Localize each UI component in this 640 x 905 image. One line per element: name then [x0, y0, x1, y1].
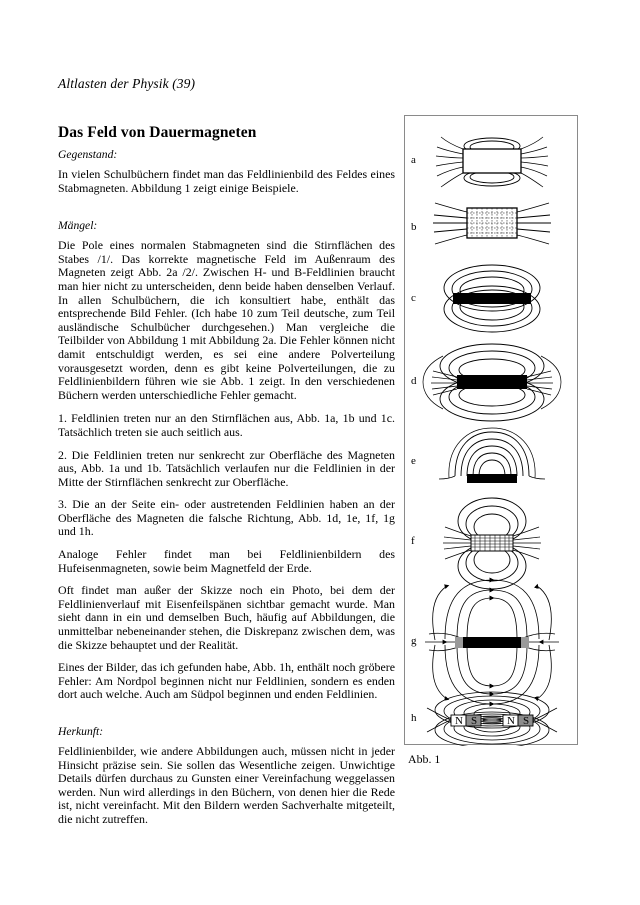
paragraph: Eines der Bilder, das ich gefunden habe, Abb. 1h, enthält noch gröbere Fehler: Am Nordpol beginnen nicht nur Feldlinien, sondern es enden dort auch welche. Auch am Südpol beginnen und enden Feldlinien. — [58, 660, 395, 702]
panel-label-e: e — [411, 455, 416, 467]
magnet-left-h — [451, 715, 481, 727]
section-heading-maengel: Mängel: — [58, 219, 98, 233]
panel-label-a: a — [411, 154, 416, 166]
panel-label-h: h — [411, 712, 417, 724]
page-title: Das Feld von Dauermagneten — [58, 124, 257, 142]
magnet-right-h — [503, 715, 533, 727]
paragraph: Analoge Fehler findet man bei Feldlinienbildern des Hufeisenmagneten, sowie beim Magnetfeld der Erde. — [58, 547, 395, 575]
pole-label-south: S — [471, 715, 478, 727]
panel-label-c: c — [411, 292, 416, 304]
text-column — [58, 148, 395, 837]
figure-panel-a — [411, 137, 548, 187]
figure-panel-f — [411, 498, 541, 589]
pole-label-south: S — [523, 715, 530, 727]
magnet-body-a — [463, 149, 521, 173]
figure-panel-h — [411, 692, 557, 746]
pole-label-north: N — [507, 715, 515, 727]
figure-panel-e — [411, 428, 545, 483]
magnet-body-e — [467, 474, 517, 483]
paragraph: Feldlinienbilder, wie andere Abbildungen auch, müssen nicht in jeder Hinsicht präzise sein. Sie sollen das Wesentliche zeigen. Unwichtige Details dürfen durchaus zu Gunsten einer Vereinfachung weggelassen werden. Nun wird allerdings in den Büchern, von denen hier die Rede ist, nicht vereinfacht. Mit den Bildern werden Sachverhalte mitgeteilt, die nicht zutreffen. — [58, 744, 395, 826]
magnet-body-g — [463, 637, 521, 648]
panel-label-d: d — [411, 375, 417, 387]
magnet-body-c — [453, 293, 531, 304]
figure-panel-d — [411, 344, 561, 421]
magnet-body-d — [457, 375, 527, 389]
figure-panel-g — [411, 580, 559, 704]
figure-panel — [404, 115, 578, 745]
panel-label-b: b — [411, 221, 417, 233]
section-gap — [58, 711, 395, 725]
figure-caption: Abb. 1 — [408, 752, 441, 766]
panel-label-g: g — [411, 635, 417, 647]
running-head: Altlasten der Physik (39) — [58, 76, 196, 91]
section-heading-herkunft: Herkunft: — [58, 725, 104, 738]
section-gap — [58, 205, 395, 219]
paragraph: 1. Feldlinien treten nur an den Stirnflächen aus, Abb. 1a, 1b und 1c. Tatsächlich treten sie auch seitlich aus. — [58, 411, 395, 439]
figure-panel-c — [411, 265, 540, 332]
section-heading-gegenstand: Gegenstand: — [58, 148, 118, 161]
paragraph: In vielen Schulbüchern findet man das Feldlinienbild des Feldes eines Stabmagneten. Abbildung 1 zeigt einige Beispiele. — [58, 167, 395, 195]
paragraph: 3. Die an der Seite ein- oder austretenden Feldlinien haben an der Oberfläche des Magneten die falsche Richtung, Abb. 1d, 1e, 1f, 1g und 1h. — [58, 497, 395, 539]
paragraph: Oft findet man außer der Skizze noch ein Photo, bei dem der Feldlinienverlauf mit Eisenfeilspänen sichtbar gemacht wurde. Man sieht dann in ein und demselben Buch, häufig auf Abbildungen, die unmittelbar nebeneinander stehen, die Diskrepanz zwischen dem, was die Skizze behauptet und der Realität. — [58, 583, 395, 652]
magnet-body-f — [471, 535, 513, 551]
paragraph: Die Pole eines normalen Stabmagneten sind die Stirnflächen des Stabes /1/. Das korrekte magnetische Feld im Außenraum des Magneten zeigt Abb. 2a /2/. Zwischen H- und B-Feldlinien braucht man hier nicht zu unterscheiden, denn beide haben denselben Verlauf. In allen Schulbüchern, die ich konsultiert habe, enthält das entsprechende Bild Fehler. (Ich habe 10 zum Teil deutsche, zum Teil ausländische Schulbücher durchgesehen.) Man vergleiche die Teilbilder von Abbildung 1 mit Abbildung 2a. Die Fehler können nicht damit entschuldigt werden, es sei eine andere Polverteilung vorausgesetzt worden, denn es gibt keine Polverteilungen, die zu Feldlinienbildern führen wie sie Abb. 1 zeigt. In den verschiedenen Büchern werden unterschiedliche Fehler gemacht. — [58, 238, 395, 402]
panel-label-f: f — [411, 535, 415, 547]
pole-label-north: N — [455, 715, 463, 727]
paragraph: 2. Die Feldlinien treten nur senkrecht zur Oberfläche des Magneten aus, Abb. 1a und 1b. Tatsächlich verlaufen nur die Feldlinien in der Mitte der Stirnflächen senkrecht zur Oberfläche. — [58, 447, 395, 489]
figure-panel-b — [411, 203, 551, 244]
figure-illustration — [405, 116, 579, 746]
